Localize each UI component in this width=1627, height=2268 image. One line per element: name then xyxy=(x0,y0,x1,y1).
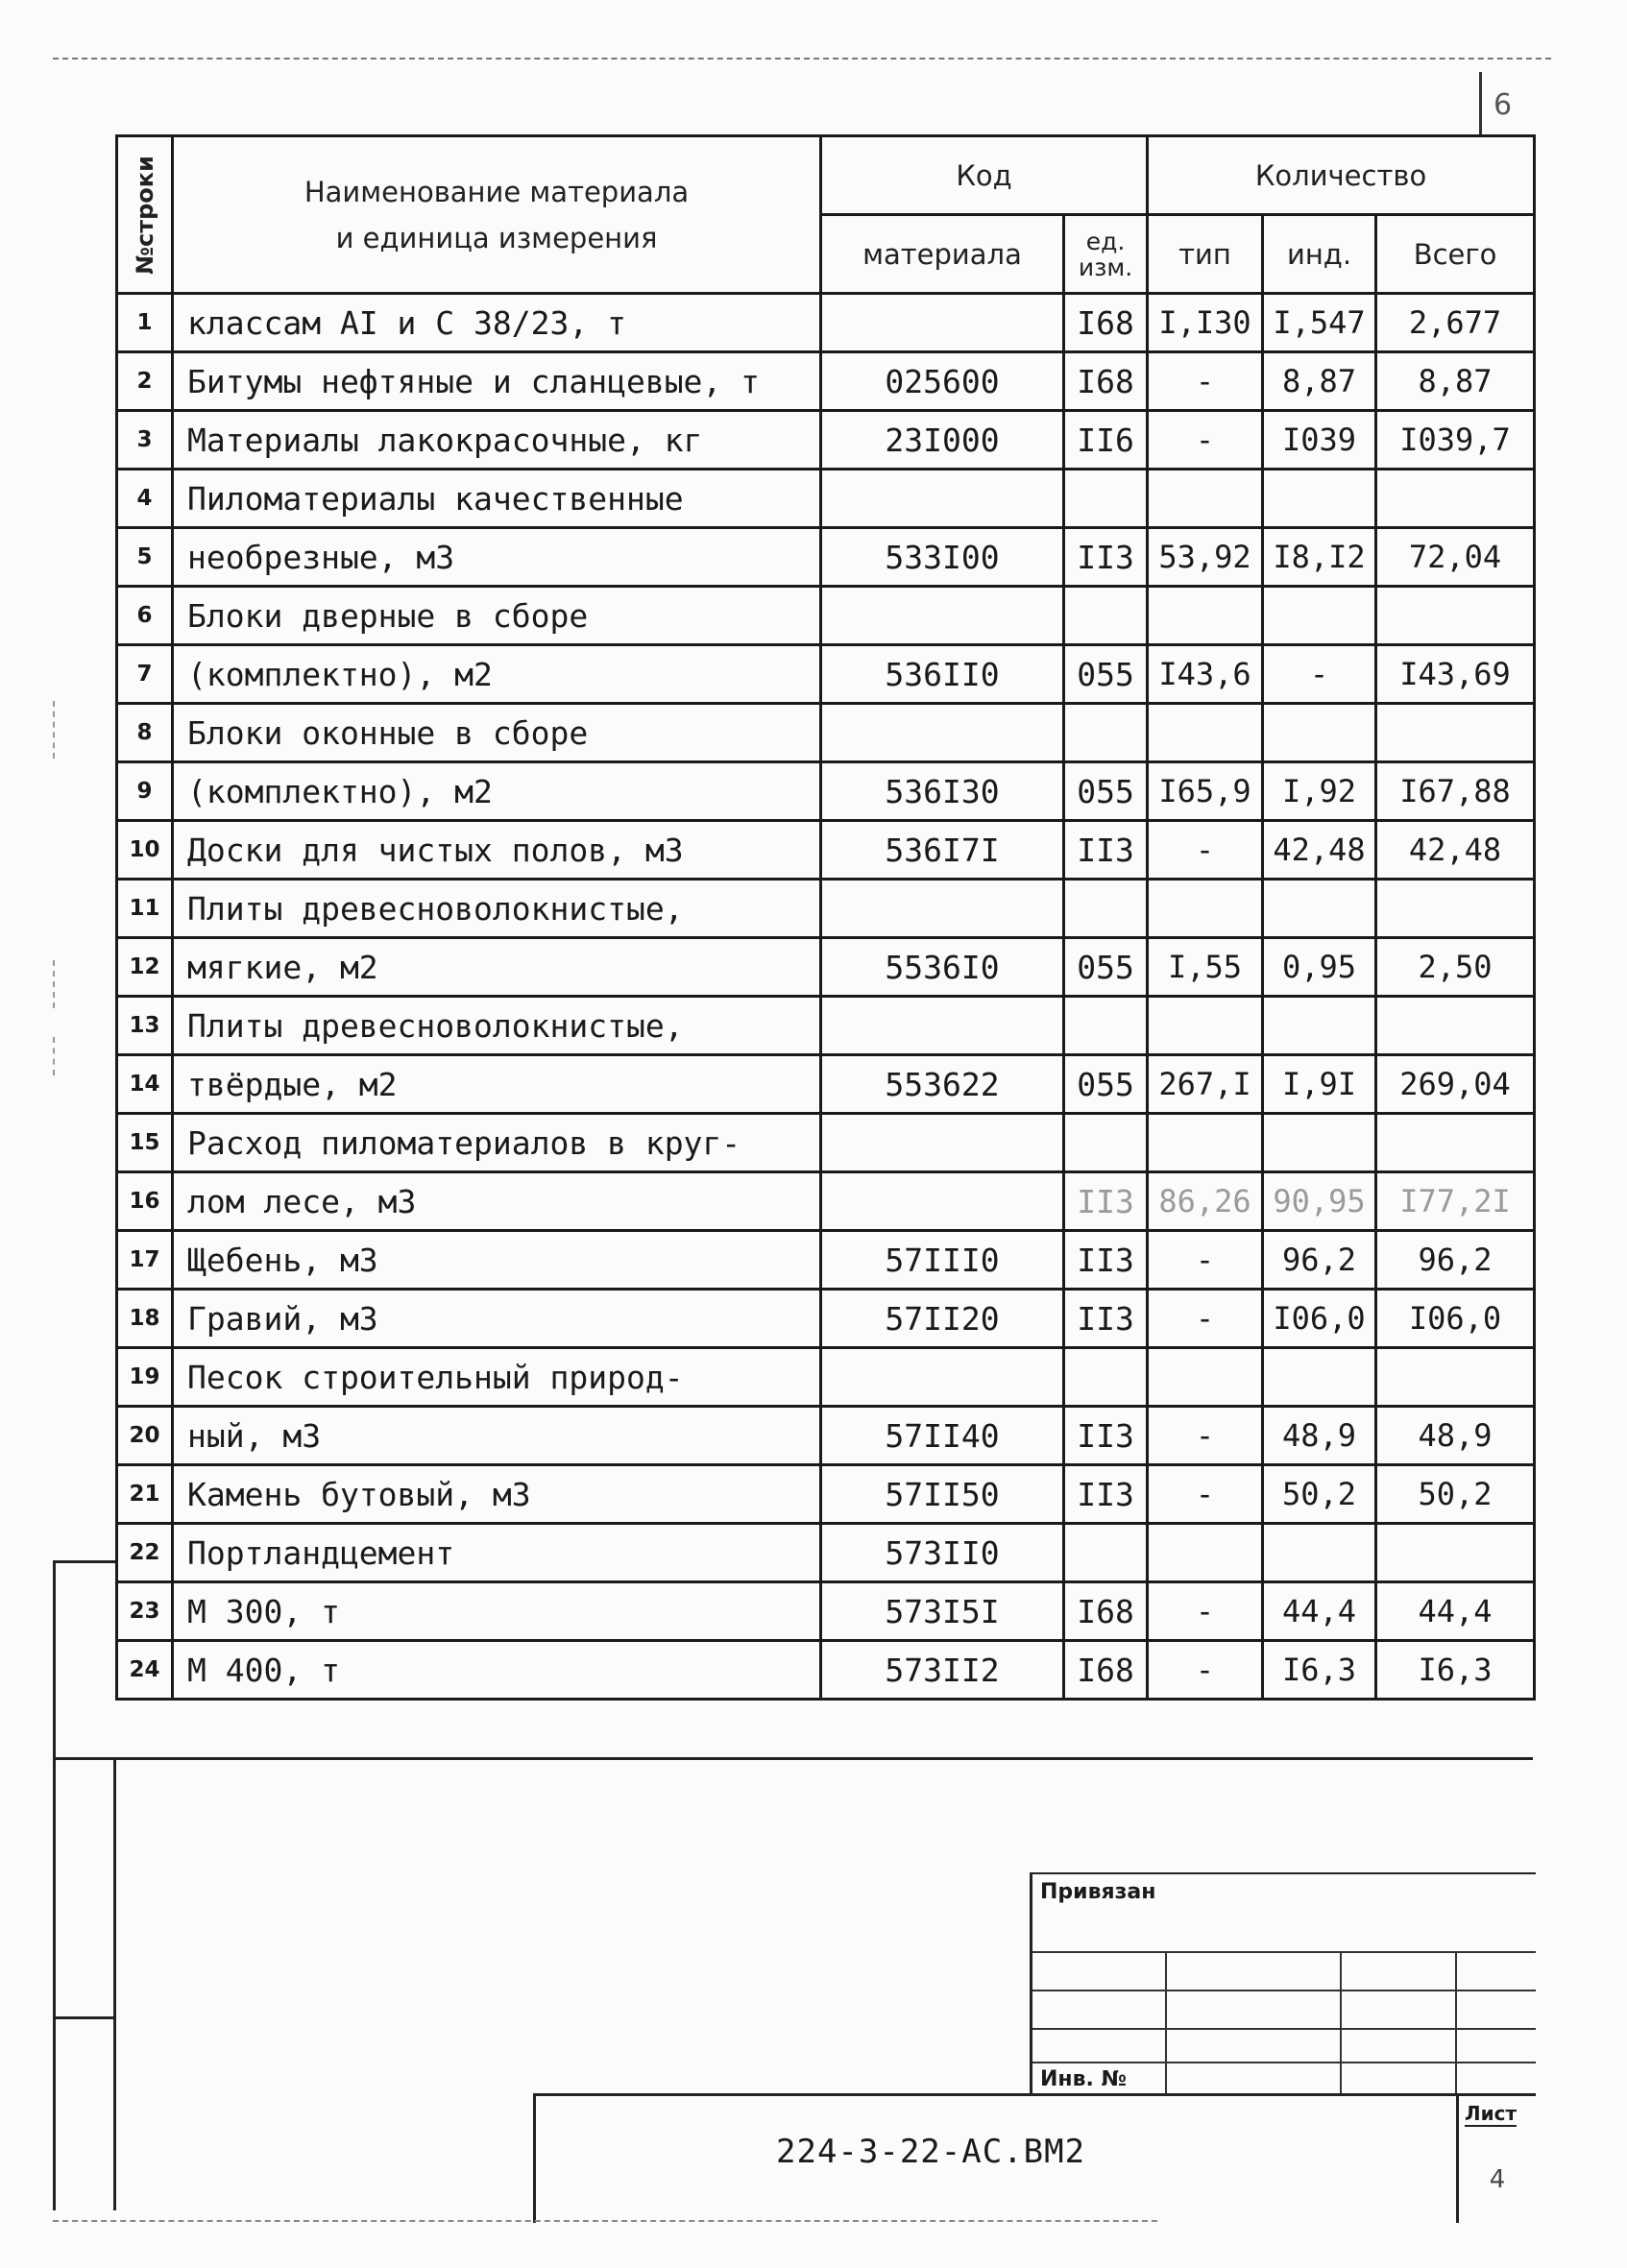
material-code-cell: 536II0 xyxy=(821,645,1064,704)
unit-code-cell: II3 xyxy=(1064,821,1148,880)
header-qty-total: Всего xyxy=(1376,215,1535,294)
row-number-cell: 18 xyxy=(117,1290,173,1348)
stamp-row-line xyxy=(1032,2062,1536,2063)
material-name-cell: Битумы нефтяные и сланцевые, т xyxy=(173,352,821,411)
unit-code-cell: I68 xyxy=(1064,1641,1148,1700)
margin-mark xyxy=(53,960,55,1008)
qty-type-cell: - xyxy=(1148,1290,1263,1348)
table-row xyxy=(117,1641,1535,1700)
unit-code-cell xyxy=(1064,1524,1148,1582)
qty-total-cell xyxy=(1376,704,1535,762)
material-name-cell: Щебень, м3 xyxy=(173,1231,821,1290)
qty-type-cell: - xyxy=(1148,1641,1263,1700)
material-name-cell: классам AI и C 38/23, т xyxy=(173,294,821,352)
row-number-cell: 6 xyxy=(117,587,173,645)
qty-total-cell: 44,4 xyxy=(1376,1582,1535,1641)
material-code-cell: 573II0 xyxy=(821,1524,1064,1582)
unit-code-cell: 055 xyxy=(1064,1055,1148,1114)
table-row xyxy=(117,1465,1535,1524)
qty-type-cell: - xyxy=(1148,411,1263,470)
table-row xyxy=(117,997,1535,1055)
material-name-cell: Гравий, м3 xyxy=(173,1290,821,1348)
qty-total-cell: 96,2 xyxy=(1376,1231,1535,1290)
header-qty-ind: инд. xyxy=(1263,215,1376,294)
table-row xyxy=(117,1114,1535,1172)
material-code-cell xyxy=(821,294,1064,352)
material-code-cell: 573II2 xyxy=(821,1641,1064,1700)
qty-total-cell xyxy=(1376,1524,1535,1582)
unit-code-cell: 055 xyxy=(1064,645,1148,704)
qty-total-cell: 2,677 xyxy=(1376,294,1535,352)
table-row xyxy=(117,1290,1535,1348)
bottom-frame-top-line xyxy=(53,1757,1533,1760)
row-number-cell: 8 xyxy=(117,704,173,762)
table-row xyxy=(117,1582,1535,1641)
row-number-cell: 7 xyxy=(117,645,173,704)
qty-type-cell: - xyxy=(1148,1582,1263,1641)
qty-ind-cell xyxy=(1263,704,1376,762)
qty-total-cell xyxy=(1376,997,1535,1055)
table-row xyxy=(117,411,1535,470)
qty-ind-cell xyxy=(1263,587,1376,645)
table-row xyxy=(117,1407,1535,1465)
qty-ind-cell: 44,4 xyxy=(1263,1582,1376,1641)
table-row xyxy=(117,880,1535,938)
qty-type-cell xyxy=(1148,997,1263,1055)
row-number-cell: 19 xyxy=(117,1348,173,1407)
qty-total-cell: 42,48 xyxy=(1376,821,1535,880)
qty-type-cell: - xyxy=(1148,821,1263,880)
qty-total-cell: 269,04 xyxy=(1376,1055,1535,1114)
material-name-cell: Блоки дверные в сборе xyxy=(173,587,821,645)
row-number-cell: 11 xyxy=(117,880,173,938)
qty-type-cell xyxy=(1148,704,1263,762)
qty-type-cell: 86,26 xyxy=(1148,1172,1263,1231)
stamp-col-line xyxy=(1165,1951,1167,2095)
scan-bottom-edge-line xyxy=(53,2220,1157,2222)
unit-code-cell: II3 xyxy=(1064,1407,1148,1465)
unit-code-cell: II3 xyxy=(1064,1172,1148,1231)
table-row xyxy=(117,1348,1535,1407)
table-row xyxy=(117,821,1535,880)
table-row xyxy=(117,587,1535,645)
material-code-cell: 57II50 xyxy=(821,1465,1064,1524)
material-name-cell: Песок строительный природ- xyxy=(173,1348,821,1407)
qty-type-cell: I,I30 xyxy=(1148,294,1263,352)
qty-type-cell xyxy=(1148,1524,1263,1582)
table-row xyxy=(117,1172,1535,1231)
qty-ind-cell: I,92 xyxy=(1263,762,1376,821)
qty-ind-cell xyxy=(1263,1114,1376,1172)
row-number-cell: 24 xyxy=(117,1641,173,1700)
table-row xyxy=(117,1231,1535,1290)
qty-total-cell xyxy=(1376,1114,1535,1172)
qty-type-cell: 53,92 xyxy=(1148,528,1263,587)
material-name-cell: Плиты древесноволокнистые, xyxy=(173,997,821,1055)
qty-type-cell xyxy=(1148,1348,1263,1407)
qty-ind-cell: I,547 xyxy=(1263,294,1376,352)
material-name-cell: Расход пиломатериалов в круг- xyxy=(173,1114,821,1172)
binding-stamp xyxy=(1030,1872,1536,2095)
material-code-cell xyxy=(821,880,1064,938)
row-number-cell: 3 xyxy=(117,411,173,470)
row-number-cell: 17 xyxy=(117,1231,173,1290)
material-name-cell: М 300, т xyxy=(173,1582,821,1641)
unit-code-cell xyxy=(1064,1348,1148,1407)
row-number-cell: 12 xyxy=(117,938,173,997)
unit-code-cell xyxy=(1064,470,1148,528)
unit-code-cell: II6 xyxy=(1064,411,1148,470)
margin-mark xyxy=(53,701,55,759)
material-code-cell: 536I30 xyxy=(821,762,1064,821)
unit-code-cell xyxy=(1064,880,1148,938)
qty-ind-cell: 48,9 xyxy=(1263,1407,1376,1465)
material-code-cell: 57II20 xyxy=(821,1290,1064,1348)
unit-code-cell: 055 xyxy=(1064,938,1148,997)
qty-type-cell: - xyxy=(1148,1407,1263,1465)
unit-code-cell xyxy=(1064,587,1148,645)
material-code-cell: 5536I0 xyxy=(821,938,1064,997)
qty-ind-cell xyxy=(1263,1348,1376,1407)
stamp-col-line xyxy=(1455,1951,1457,2095)
table-row xyxy=(117,762,1535,821)
material-name-cell: Плиты древесноволокнистые, xyxy=(173,880,821,938)
corner-divider xyxy=(1479,72,1482,134)
qty-ind-cell: 90,95 xyxy=(1263,1172,1376,1231)
qty-total-cell: I039,7 xyxy=(1376,411,1535,470)
qty-ind-cell: 0,95 xyxy=(1263,938,1376,997)
qty-total-cell: 48,9 xyxy=(1376,1407,1535,1465)
qty-ind-cell xyxy=(1263,997,1376,1055)
material-code-cell xyxy=(821,470,1064,528)
qty-ind-cell: 8,87 xyxy=(1263,352,1376,411)
stamp-col-line xyxy=(1340,1951,1342,2095)
material-code-cell: 23I000 xyxy=(821,411,1064,470)
sheet-cell xyxy=(1456,2096,1536,2223)
table-row xyxy=(117,352,1535,411)
material-name-cell: Камень бутовый, м3 xyxy=(173,1465,821,1524)
material-code-cell xyxy=(821,1348,1064,1407)
qty-total-cell: I77,2I xyxy=(1376,1172,1535,1231)
qty-type-cell: I43,6 xyxy=(1148,645,1263,704)
unit-code-cell: I68 xyxy=(1064,1582,1148,1641)
unit-code-cell xyxy=(1064,997,1148,1055)
material-code-cell xyxy=(821,1172,1064,1231)
qty-total-cell xyxy=(1376,587,1535,645)
row-number-cell: 5 xyxy=(117,528,173,587)
material-name-cell: Доски для чистых полов, м3 xyxy=(173,821,821,880)
sheet-label: Лист xyxy=(1465,2102,1518,2125)
qty-type-cell xyxy=(1148,1114,1263,1172)
qty-type-cell xyxy=(1148,470,1263,528)
header-qty-type: тип xyxy=(1148,215,1263,294)
materials-table xyxy=(115,134,1536,1701)
material-code-cell: 533I00 xyxy=(821,528,1064,587)
bottom-frame-left-line xyxy=(113,1757,116,2210)
unit-code-cell xyxy=(1064,704,1148,762)
material-name-cell: Материалы лакокрасочные, кг xyxy=(173,411,821,470)
unit-code-cell: II3 xyxy=(1064,1231,1148,1290)
unit-code-cell: II3 xyxy=(1064,1290,1148,1348)
qty-total-cell xyxy=(1376,1348,1535,1407)
row-number-cell: 22 xyxy=(117,1524,173,1582)
header-code-unit: ед. изм. xyxy=(1064,215,1148,294)
qty-total-cell: 8,87 xyxy=(1376,352,1535,411)
qty-ind-cell: 50,2 xyxy=(1263,1465,1376,1524)
qty-type-cell: - xyxy=(1148,1465,1263,1524)
material-code-cell xyxy=(821,997,1064,1055)
unit-code-cell: II3 xyxy=(1064,528,1148,587)
header-code-group: Код xyxy=(821,136,1148,215)
material-code-cell: 536I7I xyxy=(821,821,1064,880)
qty-ind-cell xyxy=(1263,880,1376,938)
qty-type-cell xyxy=(1148,880,1263,938)
qty-total-cell: I43,69 xyxy=(1376,645,1535,704)
title-block xyxy=(533,2093,1536,2223)
material-code-cell: 025600 xyxy=(821,352,1064,411)
table-row xyxy=(117,1524,1535,1582)
qty-type-cell: - xyxy=(1148,1231,1263,1290)
material-code-cell: 553622 xyxy=(821,1055,1064,1114)
row-number-cell: 21 xyxy=(117,1465,173,1524)
qty-ind-cell: 96,2 xyxy=(1263,1231,1376,1290)
table-row xyxy=(117,294,1535,352)
qty-ind-cell: I6,3 xyxy=(1263,1641,1376,1700)
qty-ind-cell: 42,48 xyxy=(1263,821,1376,880)
left-frame-tick xyxy=(53,2016,115,2019)
row-number-cell: 1 xyxy=(117,294,173,352)
table-row xyxy=(117,528,1535,587)
header-quantity-group: Количество xyxy=(1148,136,1535,215)
material-code-cell: 57II40 xyxy=(821,1407,1064,1465)
stamp-row-line xyxy=(1032,1951,1536,1953)
left-frame-tick xyxy=(53,1560,115,1563)
material-name-cell: необрезные, м3 xyxy=(173,528,821,587)
qty-total-cell: I6,3 xyxy=(1376,1641,1535,1700)
qty-ind-cell xyxy=(1263,1524,1376,1582)
qty-total-cell: 72,04 xyxy=(1376,528,1535,587)
material-name-cell: Блоки оконные в сборе xyxy=(173,704,821,762)
row-number-cell: 15 xyxy=(117,1114,173,1172)
qty-total-cell xyxy=(1376,880,1535,938)
scan-top-edge-line xyxy=(53,58,1551,60)
stamp-row-line xyxy=(1032,2028,1536,2030)
unit-code-cell xyxy=(1064,1114,1148,1172)
qty-type-cell: I,55 xyxy=(1148,938,1263,997)
table-row xyxy=(117,1055,1535,1114)
qty-ind-cell: - xyxy=(1263,645,1376,704)
row-number-cell: 2 xyxy=(117,352,173,411)
table-row xyxy=(117,704,1535,762)
corner-page-mark: 6 xyxy=(1493,88,1513,122)
row-number-cell: 9 xyxy=(117,762,173,821)
material-name-cell: ный, м3 xyxy=(173,1407,821,1465)
row-number-cell: 23 xyxy=(117,1582,173,1641)
unit-code-cell: I68 xyxy=(1064,352,1148,411)
qty-total-cell xyxy=(1376,470,1535,528)
row-number-cell: 13 xyxy=(117,997,173,1055)
material-name-cell: (комплектно), м2 xyxy=(173,645,821,704)
header-row-number: №строки xyxy=(117,136,173,294)
qty-type-cell: 267,I xyxy=(1148,1055,1263,1114)
qty-total-cell: 2,50 xyxy=(1376,938,1535,997)
material-code-cell xyxy=(821,587,1064,645)
material-name-cell: (комплектно), м2 xyxy=(173,762,821,821)
margin-mark xyxy=(53,1037,55,1075)
unit-code-cell: 055 xyxy=(1064,762,1148,821)
material-name-cell: мягкие, м2 xyxy=(173,938,821,997)
qty-ind-cell xyxy=(1263,470,1376,528)
table-row xyxy=(117,938,1535,997)
row-number-cell: 20 xyxy=(117,1407,173,1465)
material-name-cell: лом лесе, м3 xyxy=(173,1172,821,1231)
material-name-cell: Пиломатериалы качественные xyxy=(173,470,821,528)
stamp-row-line xyxy=(1032,1990,1536,1991)
table-row xyxy=(117,645,1535,704)
unit-code-cell: II3 xyxy=(1064,1465,1148,1524)
left-frame-outer xyxy=(53,1560,56,2210)
unit-code-cell: I68 xyxy=(1064,294,1148,352)
material-name-cell: твёрдые, м2 xyxy=(173,1055,821,1114)
row-number-cell: 10 xyxy=(117,821,173,880)
qty-total-cell: 50,2 xyxy=(1376,1465,1535,1524)
material-code-cell: 57III0 xyxy=(821,1231,1064,1290)
document-code: 224-3-22-АС.ВМ2 xyxy=(776,2133,1086,2171)
qty-type-cell: I65,9 xyxy=(1148,762,1263,821)
row-number-cell: 4 xyxy=(117,470,173,528)
qty-ind-cell: I,9I xyxy=(1263,1055,1376,1114)
qty-total-cell: I67,88 xyxy=(1376,762,1535,821)
qty-ind-cell: I039 xyxy=(1263,411,1376,470)
row-number-cell: 14 xyxy=(117,1055,173,1114)
row-number-cell: 16 xyxy=(117,1172,173,1231)
table-row xyxy=(117,470,1535,528)
material-code-cell xyxy=(821,704,1064,762)
header-code-material: материала xyxy=(821,215,1064,294)
material-name-cell: М 400, т xyxy=(173,1641,821,1700)
sheet-number: 4 xyxy=(1489,2165,1506,2194)
material-code-cell: 573I5I xyxy=(821,1582,1064,1641)
material-code-cell xyxy=(821,1114,1064,1172)
material-name-cell: Портландцемент xyxy=(173,1524,821,1582)
inventory-number-label: Инв. № xyxy=(1040,2067,1128,2091)
bound-label: Привязан xyxy=(1040,1880,1156,1904)
qty-type-cell: - xyxy=(1148,352,1263,411)
qty-type-cell xyxy=(1148,587,1263,645)
qty-total-cell: I06,0 xyxy=(1376,1290,1535,1348)
qty-ind-cell: I06,0 xyxy=(1263,1290,1376,1348)
header-material-name: Наименование материала и единица измерения xyxy=(173,136,821,294)
qty-ind-cell: I8,I2 xyxy=(1263,528,1376,587)
